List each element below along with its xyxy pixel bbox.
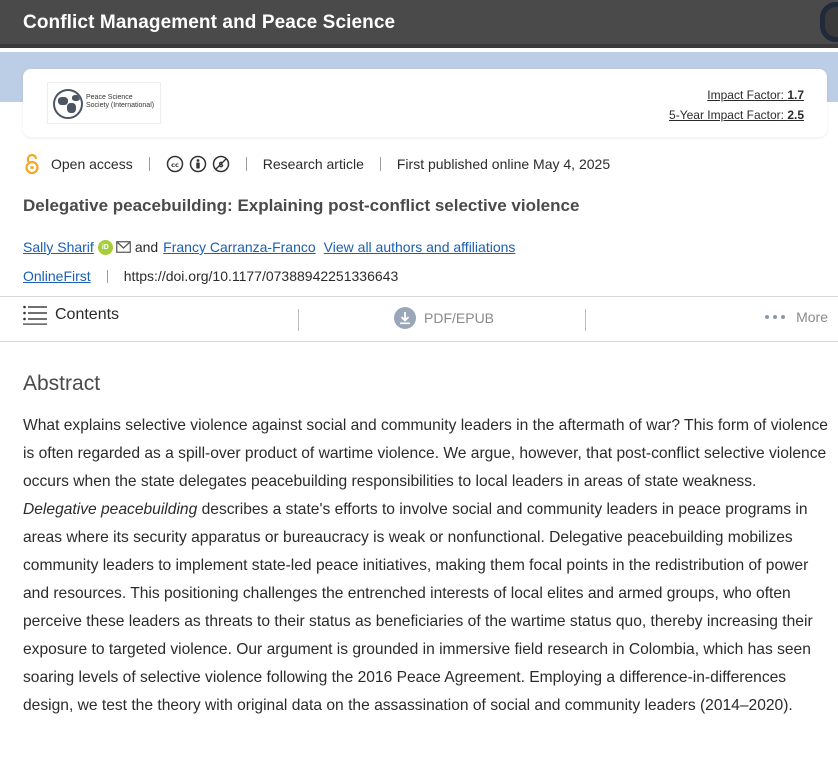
journal-title[interactable]: Conflict Management and Peace Science <box>23 12 396 33</box>
license-icons[interactable] <box>166 155 230 173</box>
abstract-heading: Abstract <box>23 372 101 395</box>
toolbar-divider <box>298 309 299 331</box>
svg-text:$: $ <box>217 160 224 169</box>
divider <box>246 157 247 171</box>
doi-row <box>23 268 398 284</box>
pdf-epub-button[interactable] <box>394 307 494 329</box>
view-all-authors-link[interactable]: View all authors and affiliations <box>323 239 516 255</box>
journal-card <box>23 69 827 137</box>
attribution-icon <box>189 155 207 173</box>
doi-text[interactable]: https://doi.org/10.1177/07388942251336643 <box>123 268 399 284</box>
article-title: Delegative peacebuilding: Explaining post-conflict selective violence <box>23 196 580 215</box>
published-date: First published online May 4, 2025 <box>396 156 611 172</box>
impact-factors <box>669 85 804 125</box>
society-logo[interactable] <box>47 82 161 124</box>
svg-text:cc: cc <box>170 161 179 169</box>
partial-logo-icon <box>820 2 838 42</box>
non-commercial-icon <box>212 155 230 173</box>
pdf-epub-label: PDF/EPUB <box>424 310 495 326</box>
online-first-link[interactable]: OnlineFirst <box>23 268 91 284</box>
article-type: Research article <box>262 156 364 172</box>
abstract-emphasis: Delegative peacebuilding <box>23 501 198 518</box>
open-access-label: Open access <box>51 156 133 172</box>
divider <box>380 157 381 171</box>
journal-header-bar <box>0 0 838 48</box>
article-toolbar <box>0 296 838 342</box>
divider <box>149 157 150 171</box>
abstract-text: What explains selective violence against social and community leaders in the aftermath of war? This form of violence is often regarded as a spill-over product of wartime violence. We argue, however, that post-conflict selective violence occurs when the state delegates peacebuilding responsibilities to local leaders in areas of state weakness. Delegative peacebuilding describes a state's efforts to involve social and community leaders in peace programs in areas where its security apparatus or bureaucracy is weak or nonfunctional. Delegative peacebuilding mobilizes community leaders to implement state-led peace initiatives, making them focal points in the redistribution of power and resources. This positioning challenges the entrenched interests of local elites and armed groups, who often perceive these leaders as threats to their status as beneficiaries of the wartime status quo, thereby increasing their exposure to targeted violence. Our argument is grounded in immersive field research in Colombia, which has seen soaring levels of selective violence following the 2016 Peace Agreement. Employing a difference-in-differences design, we test the theory with original data on the assassination of social and community leaders (2014–2020). <box>23 417 828 714</box>
author-list <box>23 239 515 255</box>
globe-icon <box>53 89 83 119</box>
five-year-impact-factor-link[interactable]: 5-Year Impact Factor: 2.5 <box>669 108 804 122</box>
author-link-sally-sharif[interactable]: Sally Sharif <box>23 239 94 255</box>
orcid-icon[interactable]: iD <box>98 240 113 255</box>
article-meta <box>23 152 610 176</box>
menu-icon <box>23 305 47 325</box>
toolbar-divider <box>585 309 586 331</box>
contents-button[interactable] <box>23 305 119 325</box>
author-conjunction: and <box>134 239 159 255</box>
impact-factor-link[interactable]: Impact Factor: 1.7 <box>707 88 804 102</box>
open-access-icon <box>23 153 41 175</box>
author-link-francy-carranza-franco[interactable]: Francy Carranza-Franco <box>163 239 316 255</box>
logo-text: Peace Science Society (International) <box>86 94 155 109</box>
more-label: More <box>796 309 828 325</box>
contents-label: Contents <box>55 306 120 323</box>
creative-commons-icon <box>166 155 184 173</box>
more-button[interactable] <box>764 309 828 325</box>
mail-icon[interactable] <box>116 241 131 253</box>
download-icon <box>394 307 416 329</box>
more-dots-icon <box>764 314 786 320</box>
divider <box>107 270 108 283</box>
